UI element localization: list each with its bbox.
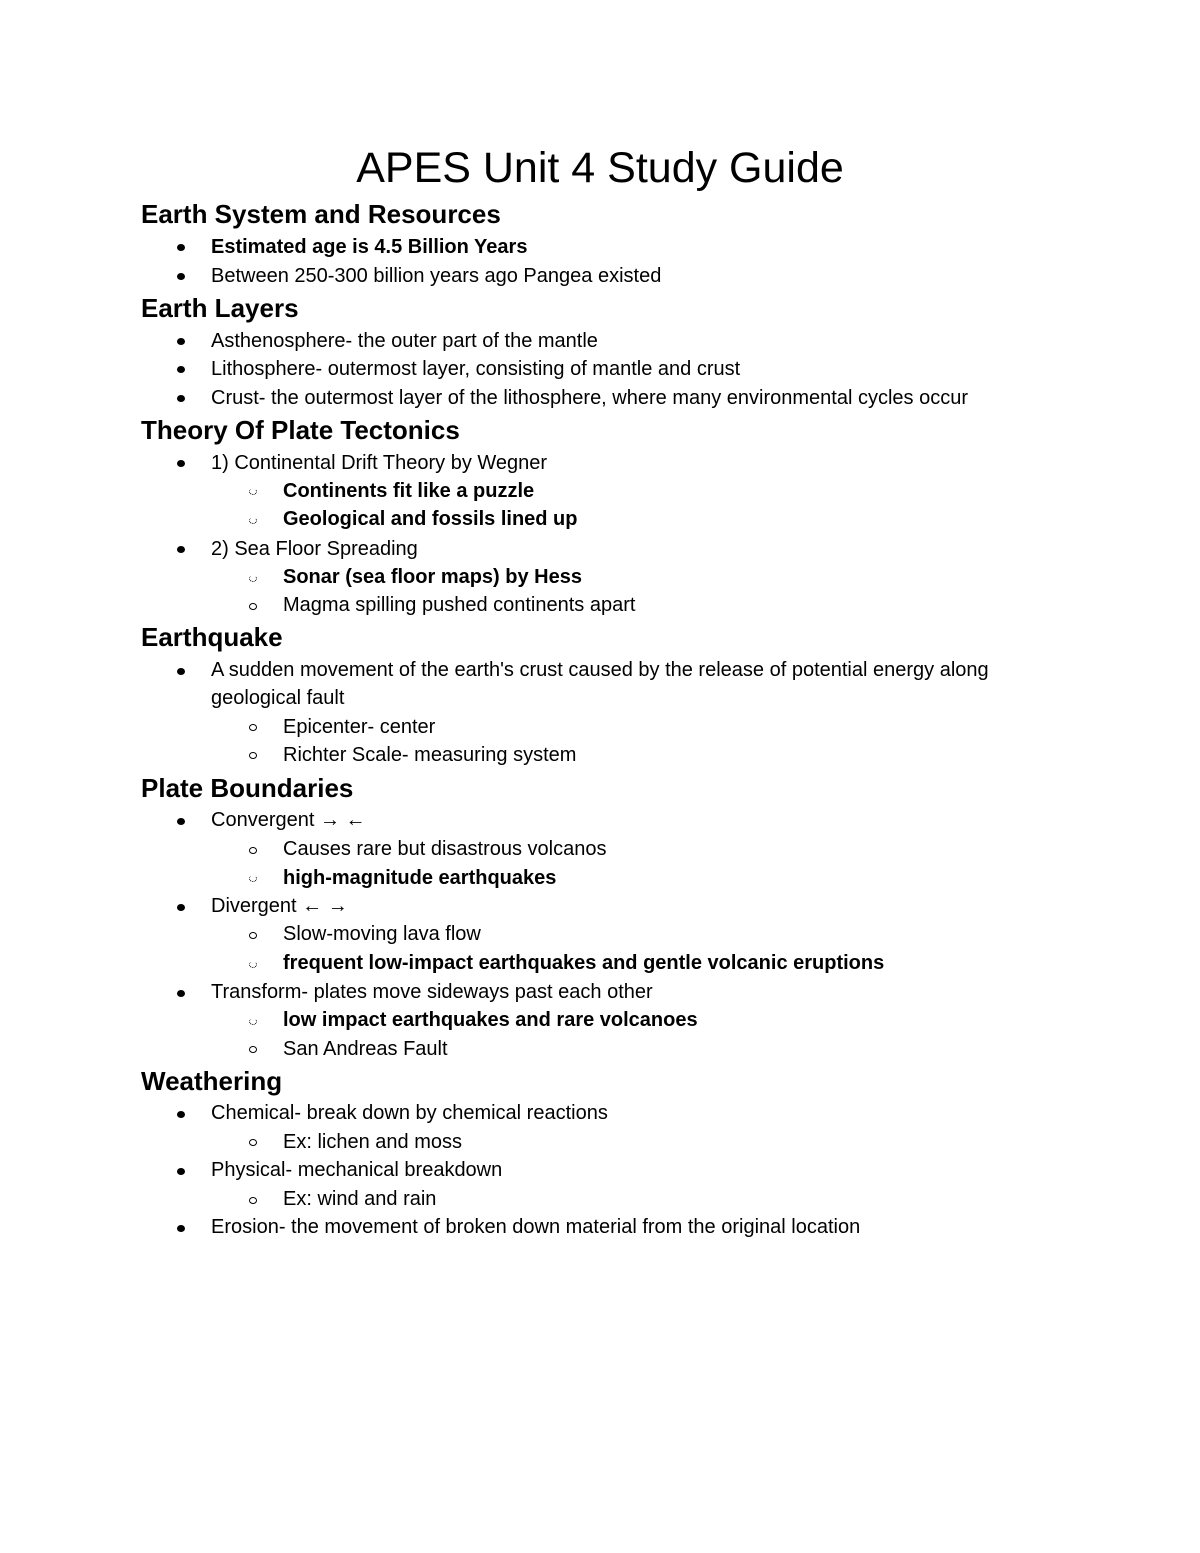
list-item: 2) Sea Floor Spreading	[211, 538, 418, 560]
bullet-disc-icon	[177, 1225, 185, 1232]
list-item: Physical- mechanical breakdown	[211, 1159, 503, 1181]
bullet-disc-icon	[177, 366, 185, 373]
list-item: Chemical- break down by chemical reactions	[211, 1102, 608, 1124]
bullet-disc-icon	[177, 546, 185, 553]
bullet-circle-icon	[249, 1139, 257, 1146]
list-subitem: San Andreas Fault	[283, 1038, 448, 1060]
list-item: Estimated age is 4.5 Billion Years	[211, 236, 528, 258]
bullet-circle-icon	[249, 1046, 257, 1053]
heading-plate-tectonics: Theory Of Plate Tectonics	[141, 415, 460, 445]
list-item: Lithosphere- outermost layer, consisting of mantle and crust	[211, 358, 741, 380]
bullet-disc-icon	[177, 460, 185, 467]
list-item: A sudden movement of the earth's crust caused by the release of potential energy along geological fault	[211, 659, 989, 709]
list-item: Between 250-300 billion years ago Pangea existed	[211, 265, 662, 287]
bullet-circle-icon	[249, 517, 257, 524]
bullet-disc-icon	[177, 395, 185, 402]
bullet-circle-icon	[249, 847, 257, 854]
bullet-disc-icon	[177, 244, 185, 251]
bullet-circle-icon	[249, 488, 257, 495]
list-subitem: Sonar (sea floor maps) by Hess	[283, 566, 582, 588]
bullet-disc-icon	[177, 1168, 185, 1175]
bullet-circle-icon	[249, 1018, 257, 1025]
bullet-disc-icon	[177, 990, 185, 997]
bullet-disc-icon	[177, 818, 185, 825]
bullet-circle-icon	[249, 724, 257, 731]
bullet-disc-icon	[177, 1111, 185, 1118]
bullet-circle-icon	[249, 961, 257, 968]
list-item: Crust- the outermost layer of the lithosphere, where many environmental cycles occur	[211, 387, 969, 409]
bullet-disc-icon	[177, 904, 185, 911]
list-subitem: Slow-moving lava flow	[283, 923, 481, 945]
list-subitem: Richter Scale- measuring system	[283, 744, 577, 766]
list-item: Convergent → ←	[211, 809, 366, 831]
list-subitem: Epicenter- center	[283, 716, 436, 738]
bullet-circle-icon	[249, 1197, 257, 1204]
bullet-disc-icon	[177, 273, 185, 280]
list-subitem: Continents fit like a puzzle	[283, 480, 535, 502]
list-subitem: Ex: lichen and moss	[283, 1131, 462, 1153]
bullet-circle-icon	[249, 575, 257, 582]
list-subitem: low impact earthquakes and rare volcanoes	[283, 1009, 698, 1031]
bullet-circle-icon	[249, 875, 257, 882]
bullet-disc-icon	[177, 668, 185, 675]
heading-plate-boundaries: Plate Boundaries	[141, 773, 354, 803]
page-title: APES Unit 4 Study Guide	[356, 144, 844, 192]
list-item: Erosion- the movement of broken down material from the original location	[211, 1216, 861, 1238]
list-item: Divergent ← →	[211, 895, 348, 917]
bullet-circle-icon	[249, 603, 257, 610]
heading-weathering: Weathering	[141, 1066, 283, 1096]
list-item: Asthenosphere- the outer part of the mantle	[211, 330, 598, 352]
bullet-disc-icon	[177, 338, 185, 345]
heading-earthquake: Earthquake	[141, 622, 283, 652]
list-item: Transform- plates move sideways past each other	[211, 981, 653, 1003]
list-subitem: high-magnitude earthquakes	[283, 867, 557, 889]
bullet-circle-icon	[249, 752, 257, 759]
list-subitem: Causes rare but disastrous volcanos	[283, 838, 607, 860]
list-subitem: frequent low-impact earthquakes and gentle volcanic eruptions	[283, 952, 885, 974]
list-subitem: Ex: wind and rain	[283, 1188, 437, 1210]
list-subitem: Geological and fossils lined up	[283, 508, 578, 530]
bullet-circle-icon	[249, 932, 257, 939]
heading-earth-layers: Earth Layers	[141, 293, 299, 323]
list-subitem: Magma spilling pushed continents apart	[283, 594, 636, 616]
heading-earth-system: Earth System and Resources	[141, 199, 501, 229]
list-item: 1) Continental Drift Theory by Wegner	[211, 452, 548, 474]
